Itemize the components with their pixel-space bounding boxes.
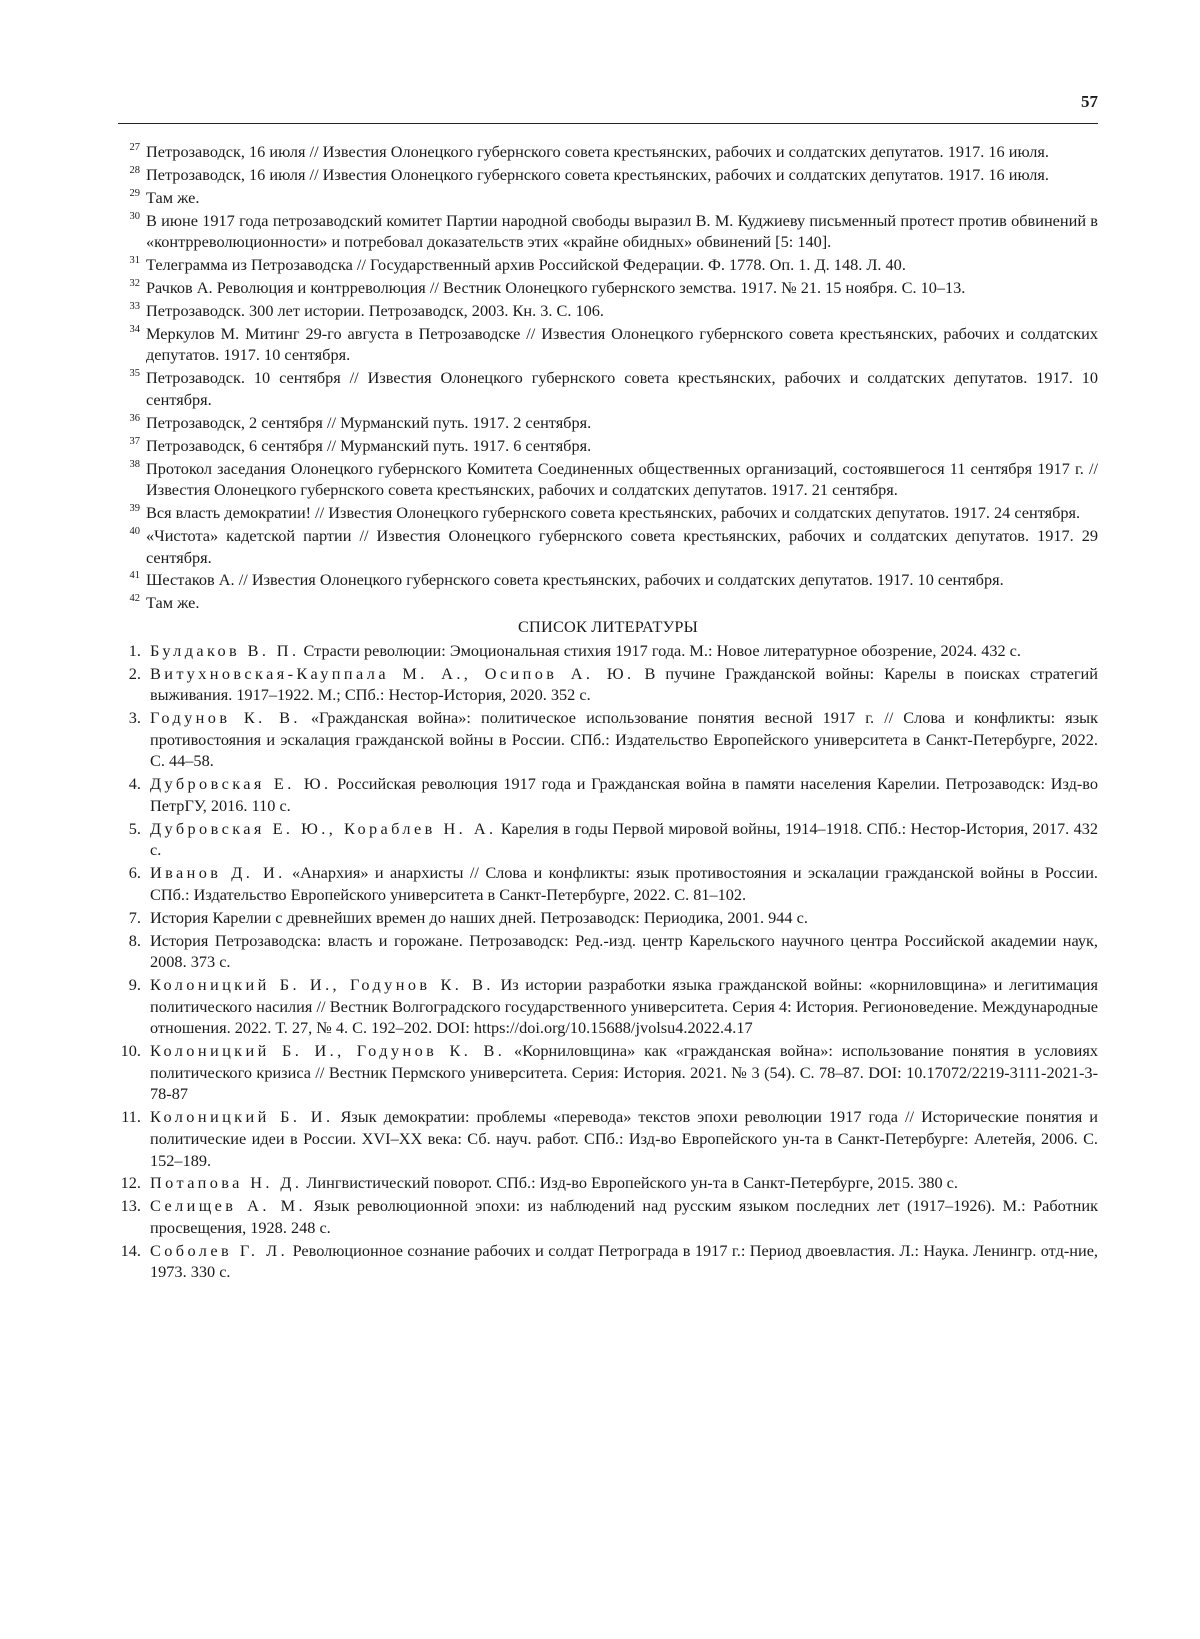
reference-author: Потапова Н. Д. bbox=[150, 1173, 303, 1193]
reference-item bbox=[118, 640, 1098, 662]
header-divider bbox=[118, 123, 1098, 124]
reference-text: Революционное сознание рабочих и солдат Петрограда в 1917 г.: Период двоевластия. Л.: Наука. Ленингр. отд-ние, 1973. 330 с. bbox=[150, 1240, 1099, 1282]
reference-author: Дубровская Е. Ю. bbox=[150, 774, 332, 794]
reference-number: 12. bbox=[120, 1173, 141, 1193]
footnote-number: 36 bbox=[129, 412, 140, 424]
reference-item bbox=[118, 1172, 1098, 1194]
references-list bbox=[118, 640, 1098, 1283]
reference-number: 10. bbox=[120, 1041, 141, 1061]
reference-text: Лингвистический поворот. СПб.: Изд-во Европейского ун-та в Санкт-Петербурге, 2015. 380 с. bbox=[306, 1173, 958, 1193]
footnote-text: Телеграмма из Петрозаводска // Государственный архив Российской Федерации. Ф. 1778. Оп. 1. Д. 148. Л. 40. bbox=[146, 255, 906, 275]
reference-number: 4. bbox=[128, 774, 141, 794]
footnote bbox=[118, 412, 1098, 434]
footnote bbox=[118, 323, 1098, 366]
footnote-text: Там же. bbox=[146, 593, 200, 613]
reference-item bbox=[118, 818, 1098, 861]
reference-number: 11. bbox=[121, 1107, 141, 1127]
footnote bbox=[118, 300, 1098, 322]
footnote-text: Рачков А. Революция и контрреволюция // Вестник Олонецкого губернского земства. 1917. № 21. 15 ноября. С. 10–13. bbox=[146, 278, 966, 298]
reference-text: Язык демократии: проблемы «перевода» текстов эпохи революции 1917 года // Исторические понятия и политические идеи в России. XVI–XX века: Сб. науч. работ. СПб.: Изд-во Европейского ун-та в Санкт-Петербурге: Алетейя, 2006. С. 152–189. bbox=[150, 1107, 1098, 1170]
references-heading: СПИСОК ЛИТЕРАТУРЫ bbox=[517, 616, 699, 636]
footnote bbox=[118, 141, 1098, 163]
reference-number: 6. bbox=[128, 863, 141, 883]
footnote bbox=[118, 502, 1098, 524]
footnote bbox=[118, 525, 1098, 568]
footnote-text: Петрозаводск, 16 июля // Известия Олонецкого губернского совета крестьянских, рабочих и солдатских депутатов. 1917. 16 июля. bbox=[146, 142, 1049, 161]
reference-text: В пучине Гражданской войны: Карелы в поисках стратегий выживания. 1917–1922. М.; СПб.: Нестор-История, 2020. 352 с. bbox=[150, 663, 1098, 705]
reference-text: Из истории разработки языка гражданской войны: «корниловщина» и легитимация политического насилия // Вестник Волгоградского государственного университета. Серия 4: История. Регионоведение. Международные отношения. 2022. Т. 27, № 4. С. 192–202. DOI: https://doi.org/10.15688/jvolsu4.2022.4.17 bbox=[150, 975, 1099, 1038]
reference-number: 7. bbox=[128, 907, 141, 927]
footnote-text: Петрозаводск. 10 сентября // Известия Олонецкого губернского совета крестьянских, рабочих и солдатских депутатов. 1917. 10 сентября. bbox=[146, 368, 1098, 409]
footnote bbox=[118, 569, 1098, 591]
reference-author: Булдаков В. П. bbox=[150, 640, 300, 660]
footnote-text: Там же. bbox=[146, 187, 200, 207]
reference-number: 3. bbox=[128, 708, 141, 728]
page-body bbox=[118, 141, 1098, 1284]
reference-text: Язык революционной эпохи: из наблюдений над русским языком последних лет (1917–1926). М.: Работник просвещения, 1928. 248 с. bbox=[150, 1196, 1099, 1237]
footnote bbox=[118, 592, 1098, 614]
footnote-number: 41 bbox=[129, 570, 140, 582]
reference-item bbox=[118, 663, 1098, 706]
reference-author: Колоницкий Б. И., Годунов К. В. bbox=[150, 1041, 506, 1061]
footnote-number: 32 bbox=[129, 278, 140, 290]
footnote-text: В июне 1917 года петрозаводский комитет Партии народной свободы выразил В. М. Куджиеву письменный протест против обвинений в «контрреволюционности» и потребовал доказательств этих «крайне обидных» обвинений [5: 140]. bbox=[146, 210, 1098, 252]
reference-author: Витухновская-Кауппала М. А., Осипов А. Ю. bbox=[150, 663, 635, 683]
footnote-text: Меркулов М. Митинг 29-го августа в Петрозаводске // Известия Олонецкого губернского совета крестьянских, рабочих и солдатских депутатов. 1917. 10 сентября. bbox=[146, 323, 1098, 365]
reference-text: Российская революция 1917 года и Гражданская война в памяти населения Карелии. Петрозаводск: Изд-во ПетрГУ, 2016. 110 с. bbox=[150, 774, 1099, 815]
footnote bbox=[118, 187, 1098, 209]
reference-item bbox=[118, 707, 1098, 772]
reference-number: 5. bbox=[128, 818, 141, 838]
footnote-number: 37 bbox=[129, 435, 140, 447]
reference-author: Годунов К. В. bbox=[150, 708, 301, 728]
footnote-number: 33 bbox=[129, 300, 140, 312]
footnote-text: Вся власть демократии! // Известия Олонецкого губернского совета крестьянских, рабочих и солдатских депутатов. 1917. 24 сентября. bbox=[146, 503, 1081, 523]
reference-item bbox=[118, 1195, 1098, 1238]
footnote-number: 39 bbox=[129, 503, 140, 515]
reference-text: «Анархия» и анархисты // Слова и конфликты: язык противостояния и эскалации гражданской войны в России. СПб.: Издательство Европейского университета в Санкт-Петербурге, 2022. С. 81–102. bbox=[150, 863, 1098, 904]
footnote-text: «Чистота» кадетской партии // Известия Олонецкого губернского совета крестьянских, рабочих и солдатских депутатов. 1917. 29 сентября. bbox=[146, 525, 1098, 567]
reference-author: Дубровская Е. Ю., Кораблев Н. А. bbox=[150, 818, 497, 838]
reference-text: История Петрозаводска: власть и горожане. Петрозаводск: Ред.-изд. центр Карельского научного центра Российской академии наук, 2008. 373 с. bbox=[150, 930, 1098, 972]
footnote-number: 38 bbox=[129, 458, 140, 470]
reference-author: Селищев А. М. bbox=[150, 1196, 306, 1216]
footnote-text: Петрозаводск, 6 сентября // Мурманский путь. 1917. 6 сентября. bbox=[146, 435, 592, 455]
reference-item bbox=[118, 862, 1098, 905]
footnote-number: 29 bbox=[129, 187, 140, 199]
footnote-number: 40 bbox=[129, 525, 140, 537]
reference-text: История Карелии с древнейших времен до наших дней. Петрозаводск: Периодика, 2001. 944 с. bbox=[150, 907, 808, 927]
footnote-text: Петрозаводск, 2 сентября // Мурманский путь. 1917. 2 сентября. bbox=[146, 412, 592, 432]
footnote bbox=[118, 367, 1098, 410]
footnote-number: 31 bbox=[129, 255, 140, 267]
reference-text: Карелия в годы Первой мировой войны, 1914–1918. СПб.: Нестор-История, 2017. 432 с. bbox=[150, 818, 1098, 860]
reference-number: 1. bbox=[128, 640, 141, 660]
reference-item bbox=[118, 1040, 1098, 1105]
reference-number: 14. bbox=[120, 1240, 141, 1260]
reference-number: 8. bbox=[128, 930, 141, 950]
footnote-number: 34 bbox=[129, 323, 140, 335]
footnotes-list bbox=[118, 141, 1098, 614]
footnote-number: 27 bbox=[129, 142, 140, 153]
reference-item bbox=[118, 974, 1098, 1039]
reference-author: Иванов Д. И. bbox=[150, 863, 286, 883]
footnote bbox=[118, 210, 1098, 253]
reference-number: 9. bbox=[128, 975, 141, 995]
footnote-text: Петрозаводск, 16 июля // Известия Олонецкого губернского совета крестьянских, рабочих и солдатских депутатов. 1917. 16 июля. bbox=[146, 164, 1049, 184]
footnote-number: 30 bbox=[129, 210, 140, 222]
page-number: 57 bbox=[1081, 92, 1098, 111]
reference-item bbox=[118, 773, 1098, 816]
reference-author: Колоницкий Б. И. bbox=[150, 1107, 334, 1127]
reference-text: Страсти революции: Эмоциональная стихия 1917 года. М.: Новое литературное обозрение, 2024. 432 с. bbox=[303, 640, 1021, 660]
reference-item bbox=[118, 1106, 1098, 1171]
footnote bbox=[118, 458, 1098, 501]
footnote bbox=[118, 254, 1098, 276]
footnote-text: Протокол заседания Олонецкого губернского Комитета Соединенных общественных организаций, состоявшегося 11 сентября 1917 г. // Известия Олонецкого губернского совета крестьянских, рабочих и солдатских депутатов. 1917. 21 сентября. bbox=[146, 458, 1098, 500]
footnote-number: 35 bbox=[129, 368, 140, 380]
footnote-number: 28 bbox=[129, 164, 140, 176]
footnote-text: Шестаков А. // Известия Олонецкого губернского совета крестьянских, рабочих и солдатских депутатов. 1917. 10 сентября. bbox=[146, 570, 1004, 590]
footnote bbox=[118, 164, 1098, 186]
reference-item bbox=[118, 1240, 1098, 1283]
reference-author: Соболев Г. Л. bbox=[150, 1240, 289, 1260]
reference-item bbox=[118, 930, 1098, 973]
reference-item bbox=[118, 907, 1098, 929]
footnote-number: 42 bbox=[129, 593, 140, 605]
reference-text: «Корниловщина» как «гражданская война»: использование понятия в условиях политического кризиса // Вестник Пермского университета. Серия: История. 2021. № 3 (54). С. 78–87. DOI: 10.17072/2219-3111-2021-3-78-87 bbox=[150, 1041, 1098, 1104]
reference-author: Колоницкий Б. И., Годунов К. В. bbox=[150, 975, 494, 995]
footnote-text: Петрозаводск. 300 лет истории. Петрозаводск, 2003. Кн. 3. С. 106. bbox=[146, 300, 604, 320]
reference-number: 2. bbox=[128, 663, 141, 683]
reference-number: 13. bbox=[120, 1196, 141, 1216]
footnote bbox=[118, 435, 1098, 457]
reference-text: «Гражданская война»: политическое использование понятия весной 1917 г. // Слова и конфликты: язык противостояния и эскалация гражданской войны в России. СПб.: Издательство Европейского университета в Санкт-Петербурге, 2022. С. 44–58. bbox=[150, 708, 1098, 771]
footnote bbox=[118, 277, 1098, 299]
